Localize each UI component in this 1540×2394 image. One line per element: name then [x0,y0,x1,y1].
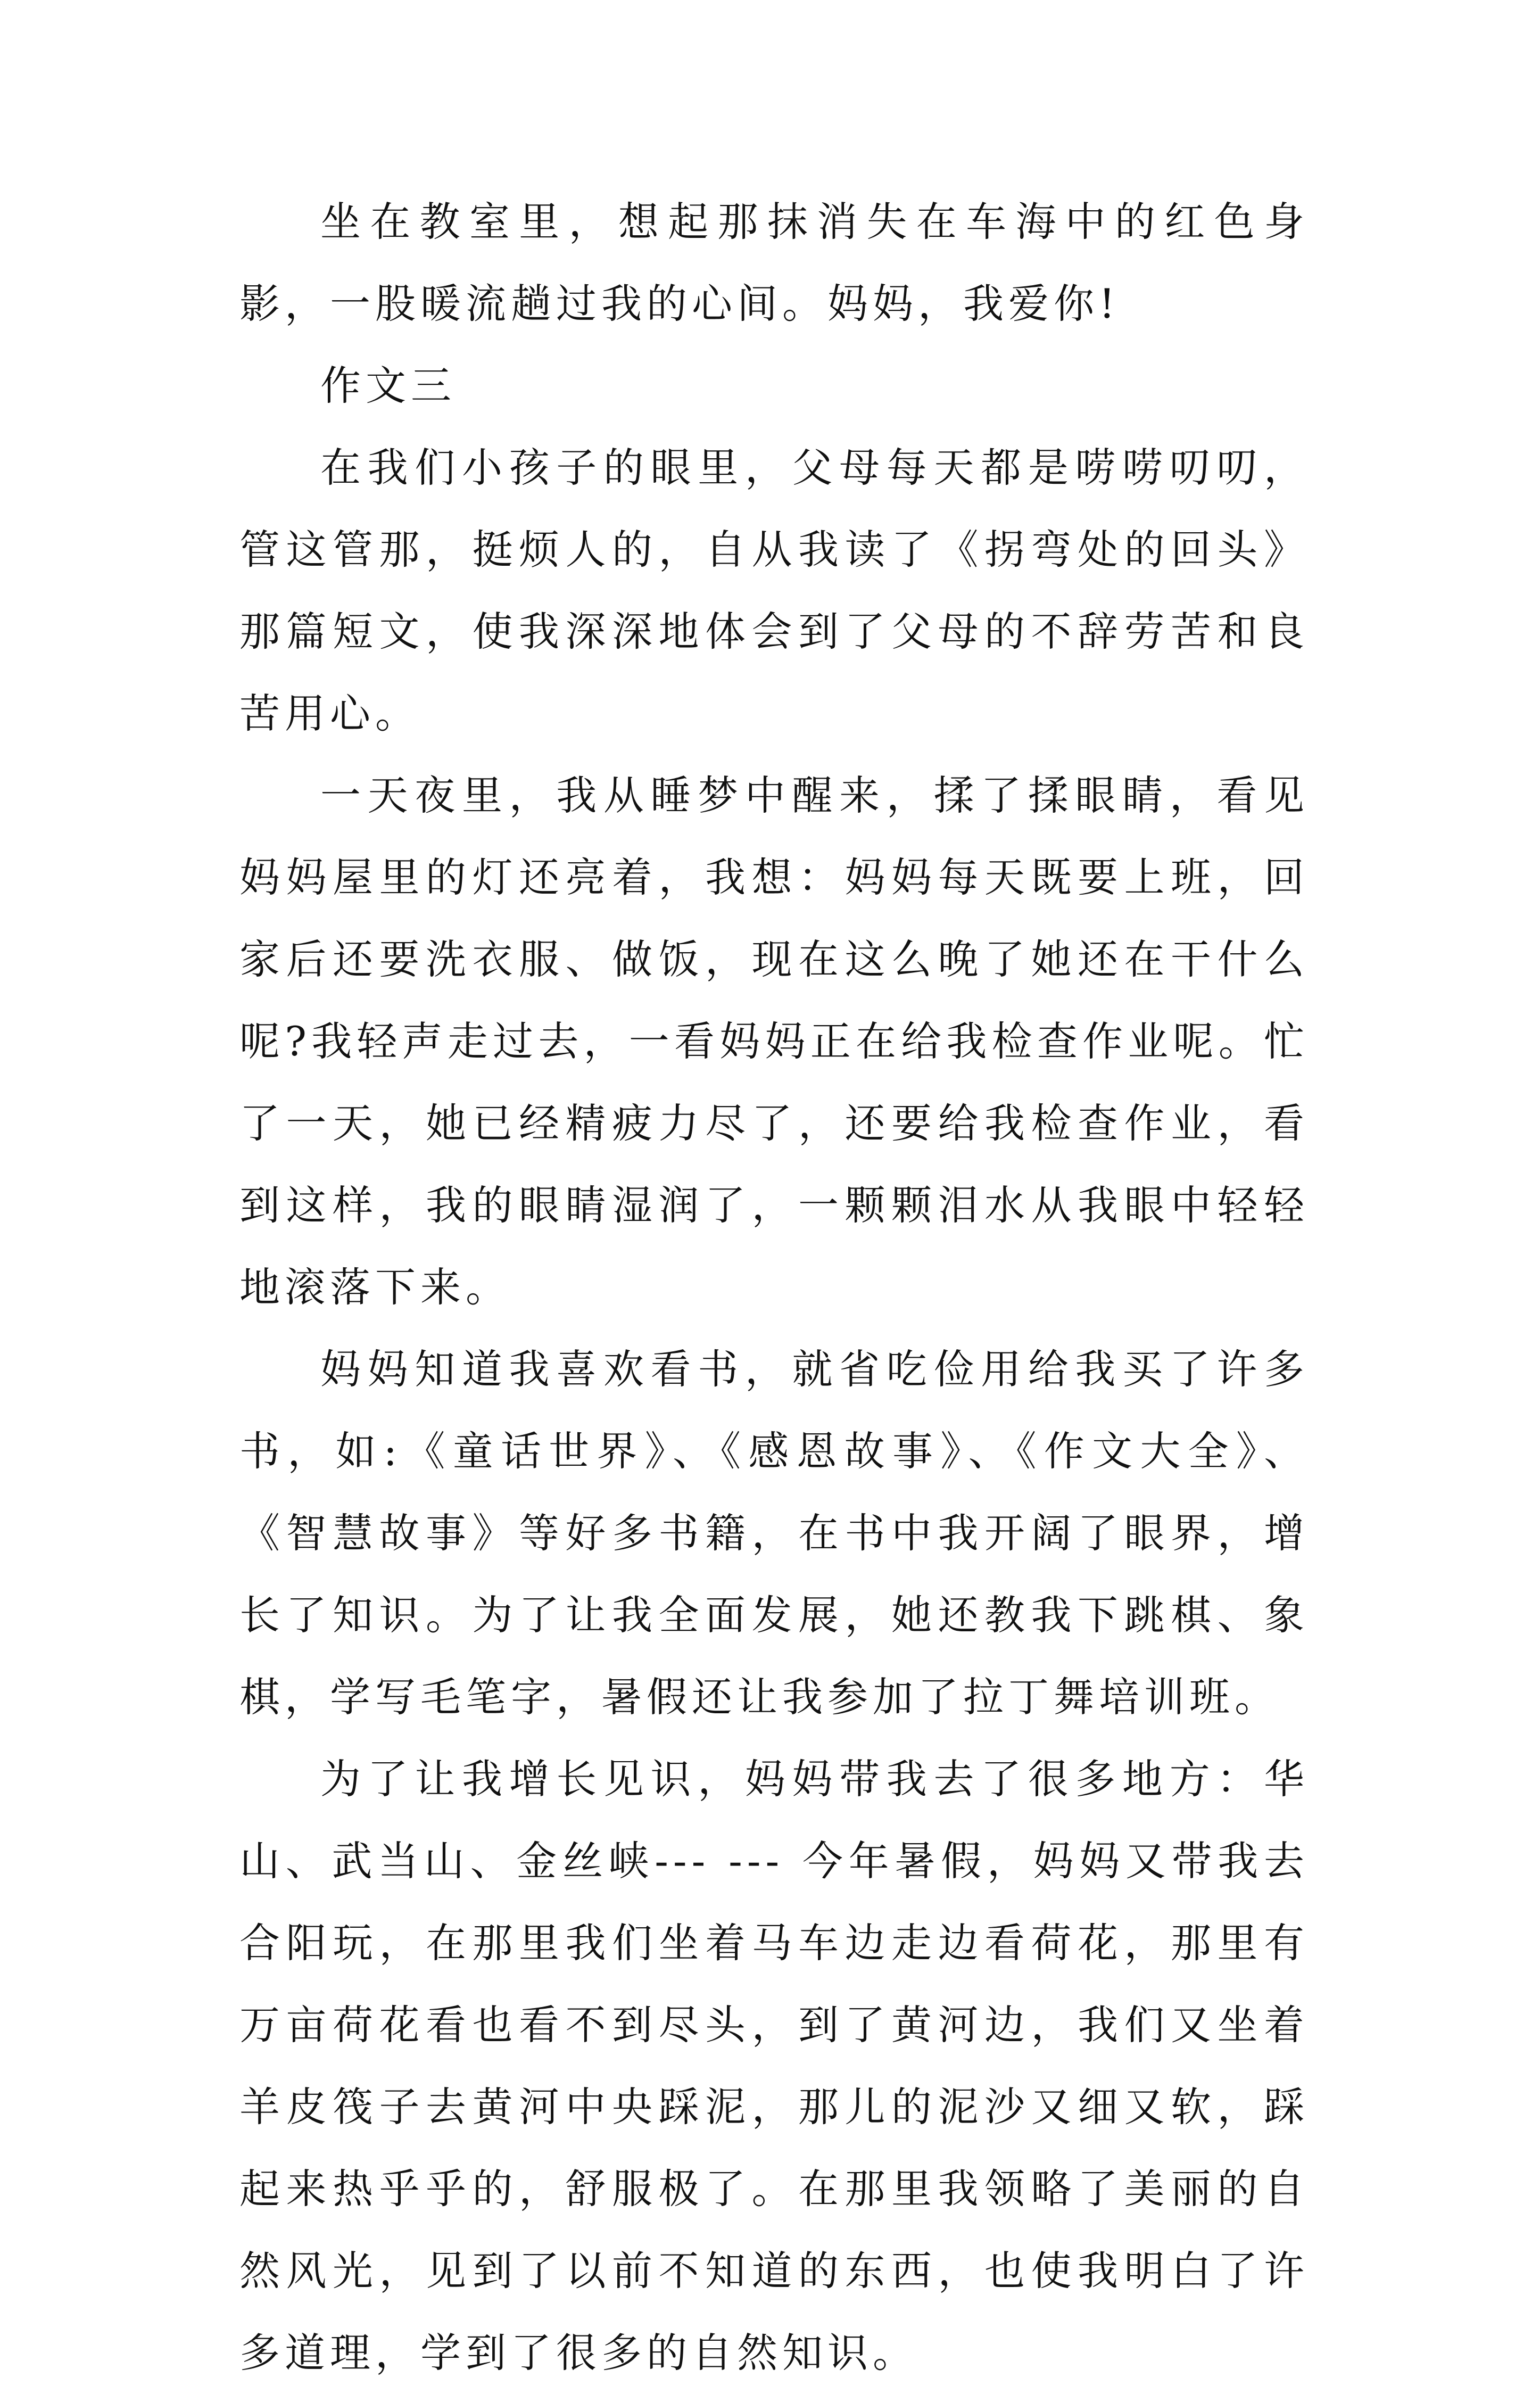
paragraph-intro: 在我们小孩子的眼里，父母每天都是唠唠叨叨，管这管那，挺烦人的，自从我读了《拐弯处的回头》那篇短文，使我深深地体会到了父母的不辞劳苦和良苦用心。 [239,444,1309,737]
essay-body [239,181,1309,2394]
paragraph-travel: 为了让我增长见识，妈妈带我去了很多地方：华山、武当山、金丝峡--- --- 今年暑假，妈妈又带我去合阳玩，在那里我们坐着马车边走边看荷花，那里有万亩荷花看也看不到尽头，到了黄河边，我们又坐着羊皮筏子去黄河中央踩泥，那儿的泥沙又细又软，踩起来热乎乎的，舒服极了。在那里我领略了美丽的自然风光，见到了以前不知道的东西，也使我明白了许多道理，学到了很多的自然知识。 [239,1755,1309,2376]
essay-heading: 作文三 [320,362,456,409]
paragraph-night: 一天夜里，我从睡梦中醒来，揉了揉眼睛，看见妈妈屋里的灯还亮着，我想：妈妈每天既要上班，回家后还要洗衣服、做饭，现在这么晚了她还在干什么呢?我轻声走过去，一看妈妈正在给我检查作业呢。忙了一天，她已经精疲力尽了，还要给我检查作业，看到这样，我的眼睛湿润了，一颗颗泪水从我眼中轻轻地滚落下来。 [239,772,1309,1311]
paragraph-closing: 坐在教室里，想起那抹消失在车海中的红色身影，一股暖流趟过我的心间。妈妈，我爱你! [239,198,1309,327]
paragraph-books: 妈妈知道我喜欢看书，就省吃俭用给我买了许多书，如:《童话世界》、《感恩故事》、《作文大全》、《智慧故事》等好多书籍，在书中我开阔了眼界，增长了知识。为了让我全面发展，她还教我下跳棋、象棋，学写毛笔字，暑假还让我参加了拉丁舞培训班。 [239,1345,1309,1721]
